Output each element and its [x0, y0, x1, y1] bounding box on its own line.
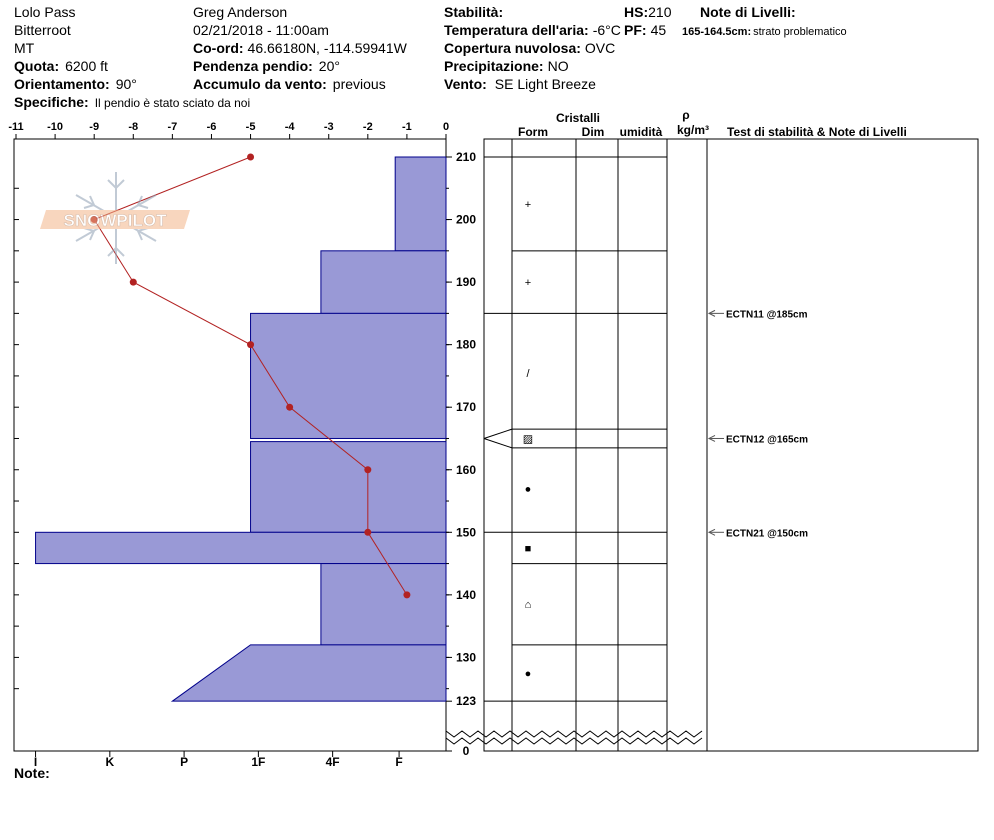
- svg-text:Co-ord:46.66180N, -114.59941W: [193, 40, 408, 56]
- vento-value: SE Light Breeze: [494, 76, 596, 92]
- temp-tick-label: -3: [323, 121, 334, 133]
- vento-label: Vento:: [444, 76, 487, 92]
- height-tick-label: 140: [455, 587, 477, 602]
- svg-text:HS:210: [624, 4, 672, 20]
- hardness-tick-label: F: [395, 755, 403, 769]
- quota-label: Quota:: [14, 58, 60, 74]
- hs-label: HS:: [624, 4, 649, 20]
- note-livelli-range: 165-164.5cm:: [682, 26, 752, 38]
- copertura-value: OVC: [584, 40, 616, 56]
- logo-text: SNOWPILOT: [63, 211, 167, 230]
- grain-symbol: +: [524, 277, 532, 290]
- svg-text:165-164.5cm:strato problematic: [682, 26, 847, 38]
- height-tick-label: 0: [462, 744, 470, 758]
- stability-test-label: ECTN21 @150cm: [726, 528, 809, 540]
- header-test: Test di stabilità & Note di Livelli: [727, 125, 907, 139]
- layer-table: [446, 108, 978, 751]
- stability-test-label: ECTN12 @165cm: [726, 434, 809, 446]
- connector-bottom: [484, 438, 512, 447]
- quota-value: 6200 ft: [65, 58, 108, 74]
- svg-text:Temperatura dell'aria:-6°C: [444, 22, 621, 38]
- snowpilot-logo: [40, 172, 190, 264]
- hs-value: 210: [648, 4, 672, 20]
- hardness-layer: [172, 645, 446, 701]
- temp-tick-label: -6: [206, 121, 217, 133]
- height-axis: [446, 150, 476, 758]
- svg-text:Quota:6200 ft: [14, 58, 108, 74]
- range: Bitterroot: [14, 22, 71, 38]
- header-form: Form: [518, 125, 548, 139]
- header-rho: ρ: [682, 108, 690, 122]
- table-rows: [446, 157, 667, 701]
- grain-symbol: ●: [524, 668, 532, 681]
- height-tick-label: 123: [455, 694, 477, 709]
- temp-tick-label: -9: [89, 121, 100, 133]
- temperatura-label: Temperatura dell'aria:: [444, 22, 589, 38]
- hardness-tick-label: 4F: [325, 755, 340, 769]
- hardness-layer: [251, 313, 446, 438]
- coord-value: 46.66180N, -114.59941W: [247, 40, 407, 56]
- height-tick-label: 130: [455, 650, 477, 665]
- hardness-layers: [36, 157, 446, 701]
- note-livelli-value: strato problematico: [753, 26, 847, 38]
- grain-symbol: ▨: [522, 433, 534, 446]
- svg-text:Pendenza pendio:20°: [193, 58, 340, 74]
- copertura-label: Copertura nuvolosa:: [444, 40, 581, 56]
- grain-symbol: +: [524, 198, 532, 211]
- height-tick-label: 210: [455, 150, 477, 164]
- orientamento-label: Orientamento:: [14, 76, 110, 92]
- temp-point: [247, 154, 254, 161]
- temp-point: [286, 404, 293, 411]
- specifiche-value: Il pendio è stato sciato da noi: [94, 96, 251, 110]
- grain-symbol: ●: [524, 483, 532, 496]
- orientamento-value: 90°: [115, 76, 137, 92]
- grain-symbol: ■: [524, 542, 532, 555]
- hardness-tick-label: 1F: [251, 755, 266, 769]
- height-tick-label: 180: [455, 337, 477, 352]
- height-tick-label: 190: [455, 275, 477, 290]
- datetime: 02/21/2018 - 11:00am: [193, 22, 329, 38]
- accumulo-label: Accumulo da vento:: [193, 76, 327, 92]
- header-cristalli: Cristalli: [555, 111, 601, 125]
- location: Lolo Pass: [14, 4, 76, 20]
- svg-text:Orientamento:90°: [14, 76, 137, 92]
- pendenza-label: Pendenza pendio:: [193, 58, 313, 74]
- temp-tick-label: -2: [362, 121, 373, 133]
- pf-label: PF:: [624, 22, 647, 38]
- pendenza-value: 20°: [318, 58, 340, 74]
- coord-label: Co-ord:: [193, 40, 244, 56]
- hardness-layer: [395, 157, 446, 251]
- height-tick-label: 150: [455, 525, 477, 540]
- svg-text:Precipitazione:NO: [444, 58, 569, 74]
- stabilita-label: Stabilità:: [444, 4, 504, 20]
- note-label: Note:: [14, 765, 50, 781]
- temp-point: [403, 591, 410, 598]
- temp-tick-label: -11: [8, 121, 24, 133]
- temp-tick-label: -10: [47, 121, 64, 133]
- temp-tick-label: -4: [284, 121, 295, 133]
- hardness-tick-label: K: [105, 755, 115, 769]
- precipitazione-label: Precipitazione:: [444, 58, 544, 74]
- state: MT: [14, 40, 35, 56]
- temperatura-value: -6°C: [592, 22, 621, 38]
- stability-test-label: ECTN11 @185cm: [726, 309, 808, 321]
- temp-tick-label: 0: [442, 121, 450, 133]
- hardness-axis: [34, 751, 403, 769]
- grain-symbols: [523, 199, 533, 680]
- precipitazione-value: NO: [547, 58, 569, 74]
- header-kgm3: kg/m³: [676, 123, 710, 137]
- temp-tick-label: -8: [128, 121, 139, 133]
- svg-text:Vento:SE Light Breeze: [444, 76, 596, 92]
- header-dim: Dim: [581, 125, 605, 139]
- hardness-layer: [251, 442, 446, 533]
- connector-top: [484, 429, 512, 438]
- observer: Greg Anderson: [193, 4, 288, 20]
- svg-text:Specifiche:Il pendio è stato s: [14, 94, 250, 110]
- temperature-axis: [8, 121, 449, 139]
- height-tick-label: 160: [455, 462, 477, 477]
- grain-symbol: ⌂: [524, 599, 532, 612]
- hardness-tick-label: P: [180, 755, 189, 769]
- hardness-layer: [321, 564, 446, 645]
- svg-text:Copertura nuvolosa:OVC: [444, 40, 615, 56]
- specifiche-label: Specifiche:: [14, 94, 89, 110]
- temp-point: [130, 279, 137, 286]
- svg-text:PF:45: [624, 22, 666, 38]
- hardness-layer: [321, 251, 446, 314]
- pf-value: 45: [650, 22, 667, 38]
- temp-point: [247, 341, 254, 348]
- temp-tick-label: -7: [167, 121, 178, 133]
- temp-point: [364, 529, 371, 536]
- header-umidita: umidità: [619, 125, 663, 139]
- temp-point: [364, 466, 371, 473]
- accumulo-value: previous: [332, 76, 386, 92]
- note-livelli-label: Note di Livelli:: [700, 4, 796, 20]
- svg-text:Accumulo da vento:previous: [193, 76, 386, 92]
- temp-tick-label: -5: [245, 121, 256, 133]
- height-tick-label: 170: [455, 400, 477, 415]
- height-tick-label: 200: [455, 212, 477, 227]
- grain-symbol: /: [526, 367, 530, 380]
- temp-tick-label: -1: [402, 121, 412, 133]
- hardness-tick-label: I: [33, 755, 38, 769]
- stability-tests: [709, 309, 808, 539]
